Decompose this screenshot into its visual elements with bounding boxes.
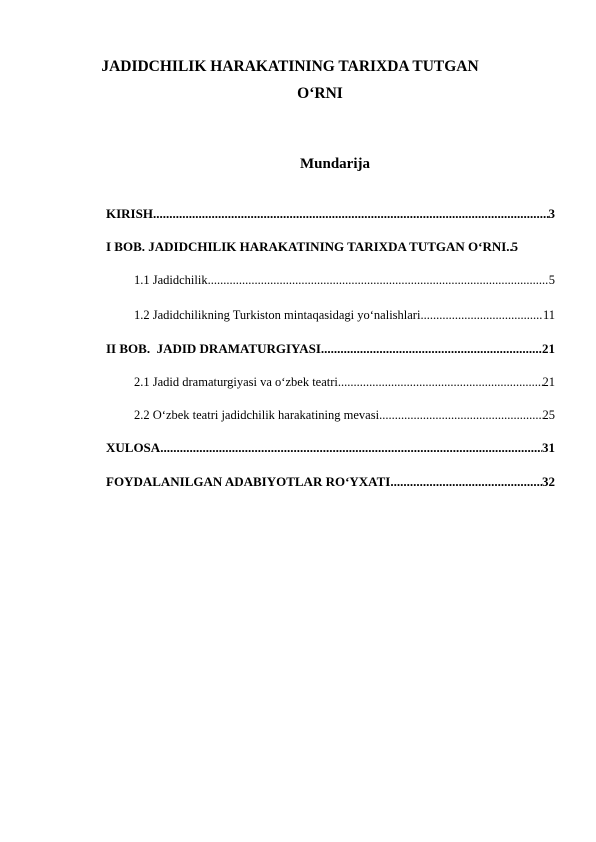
toc-page-number: 31 bbox=[542, 440, 555, 455]
toc-entry-text: I BOB. JADIDCHILIK HARAKATINING TARIXDA TUTGAN O‘RNI. bbox=[106, 239, 510, 254]
toc-page-number: 32 bbox=[542, 474, 555, 489]
toc-dot-leader bbox=[208, 272, 549, 288]
toc-entry-text: XULOSA bbox=[106, 440, 161, 455]
toc-dot-leader bbox=[420, 307, 543, 323]
toc-entry-chapter-2[interactable] bbox=[106, 341, 555, 357]
toc-entry-section-1-2[interactable] bbox=[134, 307, 555, 323]
toc-entry-chapter-1[interactable] bbox=[106, 239, 555, 255]
toc-dot-leader bbox=[390, 474, 542, 490]
toc-page-number: 21 bbox=[542, 375, 555, 389]
toc-entry-xulosa[interactable] bbox=[106, 440, 555, 456]
toc-page-number: 11 bbox=[542, 308, 555, 322]
toc-dot-leader bbox=[153, 206, 549, 222]
document-title-line-1: JADIDCHILIK HARAKATINING TARIXDA TUTGAN bbox=[101, 58, 479, 75]
toc-entry-section-2-1[interactable] bbox=[134, 374, 555, 390]
document-title-line-2: O‘RNI bbox=[297, 85, 343, 102]
toc-entry-bibliography[interactable] bbox=[106, 474, 555, 490]
toc-page-number: 5 bbox=[511, 239, 519, 254]
toc-page-number: 5 bbox=[548, 273, 555, 287]
toc-entry-text: 1.2 Jadidchilikning Turkiston mintaqasidagi yo‘nalishlari bbox=[134, 308, 421, 322]
toc-entry-text: 2.1 Jadid dramaturgiyasi va o‘zbek teatri bbox=[134, 375, 338, 389]
toc-dot-leader bbox=[338, 374, 543, 390]
toc-dot-leader bbox=[321, 341, 542, 357]
contents-heading: Mundarija bbox=[299, 156, 370, 172]
toc-entry-text: FOYDALANILGAN ADABIYOTLAR RO‘YXATI bbox=[106, 474, 391, 489]
toc-page-number: 25 bbox=[542, 408, 555, 422]
toc-entry-text: 2.2 O‘zbek teatri jadidchilik harakatining mevasi bbox=[134, 408, 380, 422]
toc-page-number: 21 bbox=[542, 341, 555, 356]
toc-dot-leader bbox=[160, 440, 542, 456]
toc-entry-text: KIRISH bbox=[106, 206, 153, 221]
toc-entry-kirish[interactable] bbox=[106, 206, 555, 222]
toc-entry-section-2-2[interactable] bbox=[134, 407, 555, 423]
toc-page-number: 3 bbox=[548, 206, 555, 221]
toc-entry-text: II BOB. JADID DRAMATURGIYASI bbox=[106, 341, 321, 356]
toc-entry-text: 1.1 Jadidchilik bbox=[134, 273, 208, 287]
toc-dot-leader bbox=[379, 407, 542, 423]
toc-entry-section-1-1[interactable] bbox=[134, 272, 555, 288]
